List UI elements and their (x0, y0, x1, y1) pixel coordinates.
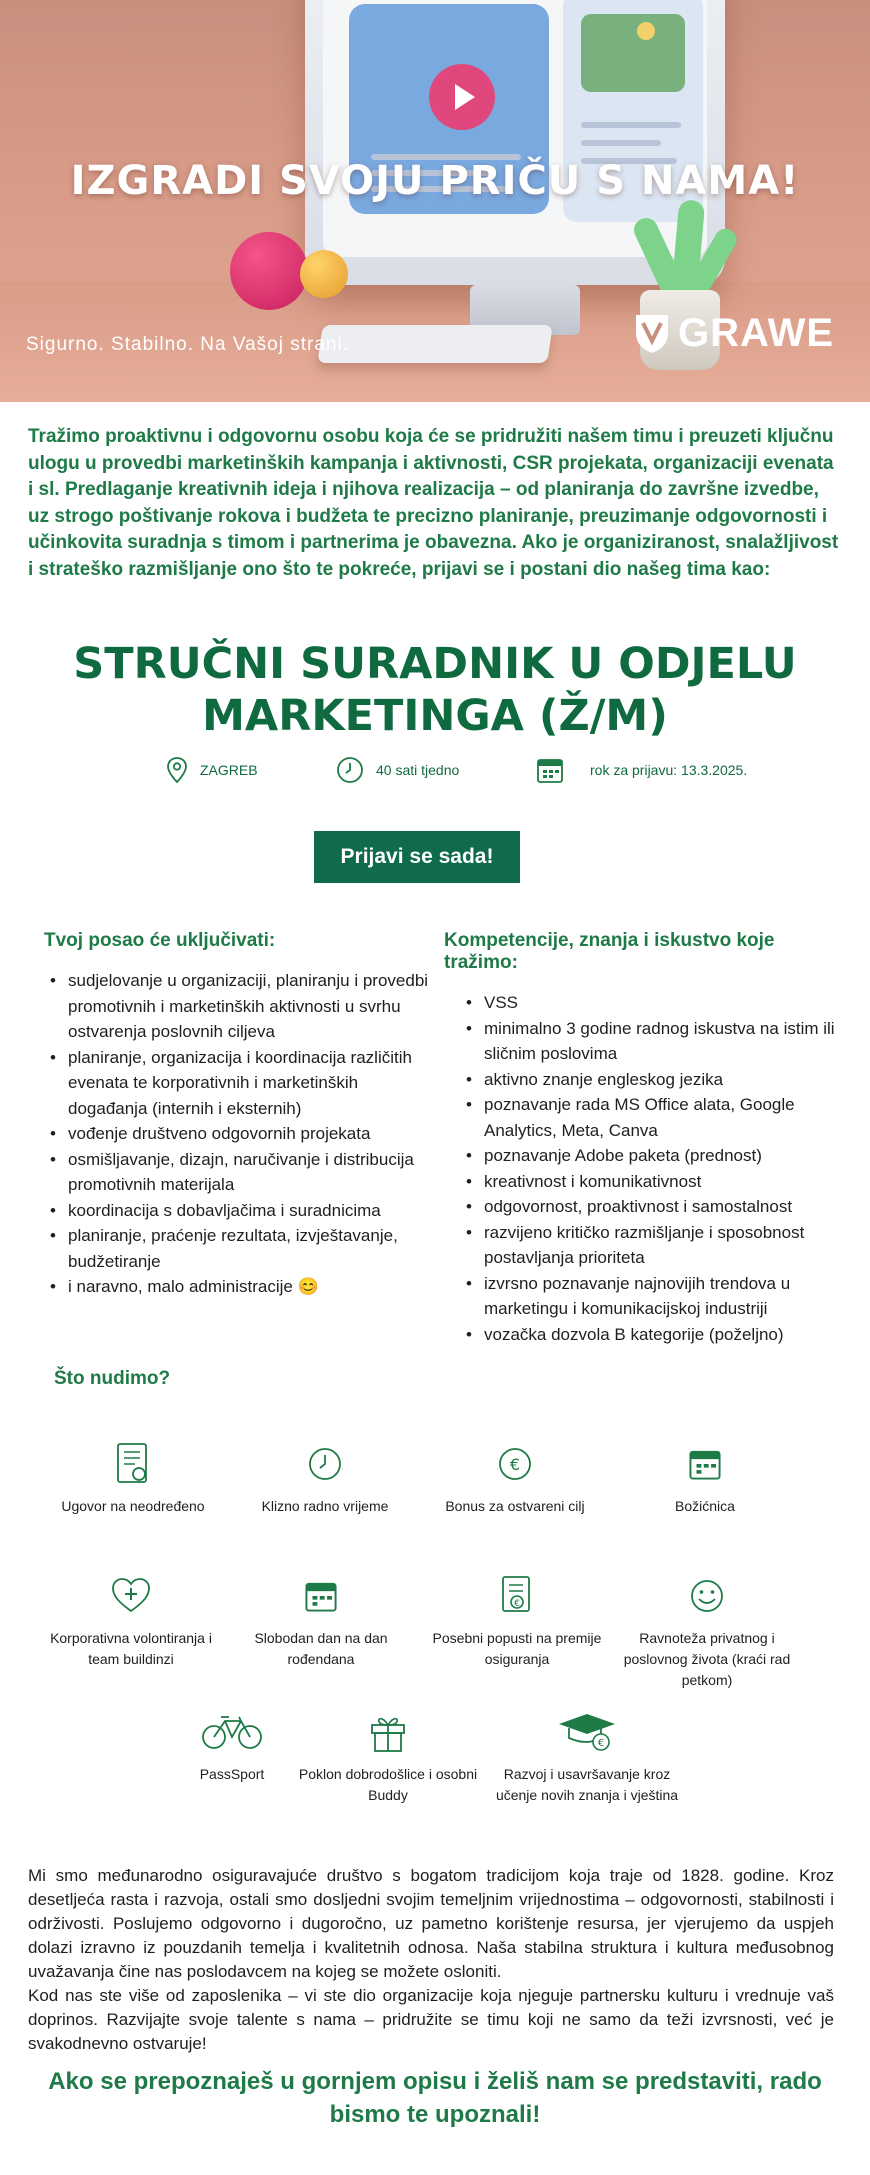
svg-text:€: € (509, 1455, 521, 1474)
calendar-icon (688, 1447, 722, 1481)
list-item: • poznavanje rada MS Office alata, Google Analytics, Meta, Canva (464, 1092, 844, 1143)
euro-icon (497, 1446, 533, 1482)
bicycle-icon (201, 1713, 263, 1751)
meta-deadline (536, 756, 747, 784)
shield-icon (634, 311, 670, 355)
duties-list (48, 968, 434, 1300)
benefit-label: Slobodan dan na dan rođendana (254, 1630, 388, 1667)
about-paragraph-2: Kod nas ste više od zaposlenika – vi ste dio organizacije koja njeguje partnersku kulturu i vrednuje vaš doprinos. Razvijajte svoje talente s nama – pridružite se timu koji ne samo da teži izvrsnosti, već je svakodnevno ostvaruje! (28, 1986, 834, 2053)
hero-tagline: Sigurno. Stabilno. Na Vašoj strani. (26, 334, 349, 355)
intro-text: Tražimo proaktivnu i odgovornu osobu koja će se pridružiti našem timu i preuzeti ključnu ulogu u provedbi marketinških kampanja i aktivnosti, CSR projekata, organizaciji evenata i sl. Predlaganje kreativnih ideja i njihova realizacija – od planiranja do završne izvedbe, uz strogo poštivanje rokova i budžeta te precizno planiranje, preuzimanje odgovornosti i učinkovita suradnja s timom i partnerima je obavezna. Ako je organiziranost, snalažljivost i strateško razmišljanje ono što te pokreće, prijavi se i postani dio našeg tima kao: (28, 426, 839, 580)
keyboard-illustration (317, 325, 552, 363)
yellow-ball (300, 250, 348, 298)
job-title-line-2: MARKETINGA (Ž/M) (202, 691, 668, 741)
list-item: • vozačka dozvola B kategorije (poželjno) (464, 1322, 844, 1348)
benefit-item (422, 1572, 612, 1670)
job-title (0, 638, 870, 742)
hero-banner (0, 0, 870, 402)
benefit-label: Poklon dobrodošlice i osobni Buddy (298, 1766, 478, 1803)
logo-wordmark: GRAWE (678, 310, 835, 355)
benefit-item (612, 1572, 802, 1691)
list-item: • osmišljavanje, dizajn, naručivanje i distribucija promotivnih materijala (48, 1147, 434, 1198)
benefit-label: Ugovor na neodređeno (61, 1498, 205, 1514)
benefit-item (230, 1440, 420, 1517)
clock-icon (336, 756, 364, 784)
clock-icon (307, 1446, 343, 1482)
benefit-label: Posebni popusti na premije osiguranja (432, 1630, 602, 1667)
hero-headline: IZGRADI SVOJU PRIČU S NAMA! (70, 158, 800, 204)
benefit-item (226, 1572, 416, 1670)
document-euro-icon (499, 1575, 535, 1617)
list-item: • planiranje, praćenje rezultata, izvještavanje, budžetiranje (48, 1223, 434, 1274)
job-meta (0, 756, 870, 792)
contract-icon (115, 1442, 151, 1486)
hours-text: 40 sati tjedno (376, 762, 460, 778)
list-item: • vođenje društveno odgovornih projekata (48, 1121, 434, 1147)
job-title-line-1: STRUČNI SURADNIK U ODJELU (73, 639, 797, 689)
benefit-label: Ravnoteža privatnog i poslovnog života (kraći rad petkom) (623, 1630, 791, 1688)
meta-hours (336, 756, 459, 784)
apply-button[interactable]: Prijavi se sada! (314, 831, 520, 883)
duties-section (44, 930, 434, 1300)
benefit-item (36, 1572, 226, 1670)
list-item: • razvijeno kritičko razmišljanje i sposobnost postavljanja prioriteta (464, 1220, 844, 1271)
smile-icon (689, 1578, 725, 1614)
skills-section (444, 930, 844, 1347)
svg-text:€: € (514, 1599, 520, 1609)
meta-location (166, 756, 258, 784)
location-pin-icon (166, 756, 188, 784)
duties-heading: Tvoj posao će uključivati: (44, 930, 276, 951)
deadline-text: rok za prijavu: 13.3.2025. (590, 762, 748, 778)
graduation-cap-icon (557, 1712, 617, 1752)
list-item: • kreativnost i komunikativnost (464, 1169, 844, 1195)
list-item: • koordinacija s dobavljačima i suradnicima (48, 1198, 434, 1224)
pink-ball (230, 232, 308, 310)
list-item: • planiranje, organizacija i koordinacija različitih evenata te korporativnih i marketinških događanja (internih i eksternih) (48, 1045, 434, 1122)
list-item: • i naravno, malo administracije 😊 (48, 1274, 434, 1300)
benefit-item (492, 1708, 682, 1806)
benefit-label: PassSport (199, 1766, 265, 1782)
about-paragraph-1: Mi smo međunarodno osiguravajuće društvo s bogatom tradicijom koja traje od 1828. godine. Kroz desetljeća rasta i razvoja, ostali smo dosljedni svojim temeljnim vrijednostima – odgovornosti, stabilnosti i održivosti. Poslujemo odgovorno i dugoročno, uz pametno korištenje resursa, jer vjerujemo da uspjeh dolazi izravno iz pouzdanih temelja i kvalitetnih odnosa. Naša stabilna struktura i kultura međusobnog uvažavanja čine nas poslodavcem na kojeg se možete osloniti. (28, 1866, 834, 1981)
calendar-icon (304, 1579, 338, 1613)
list-item: • aktivno znanje engleskog jezika (464, 1067, 844, 1093)
svg-text:€: € (597, 1738, 605, 1749)
play-icon (429, 64, 495, 130)
benefit-item (38, 1440, 228, 1517)
benefit-label: Klizno radno vrijeme (261, 1498, 389, 1514)
list-item: • poznavanje Adobe paketa (prednost) (464, 1143, 844, 1169)
list-item: • izvrsno poznavanje najnovijih trendova u marketingu i komunikacijskoj industriji (464, 1271, 844, 1322)
about-section (28, 1864, 834, 2056)
list-item: • VSS (464, 990, 844, 1016)
benefit-item (610, 1440, 800, 1517)
benefit-label: Razvoj i usavršavanje kroz učenje novih znanja i vještina (495, 1766, 679, 1803)
gift-icon (368, 1711, 408, 1753)
calendar-icon (536, 756, 564, 784)
grawe-logo (634, 308, 834, 358)
list-item: • sudjelovanje u organizaciji, planiranju i provedbi promotivnih i marketinških aktivnosti u svrhu ostvarenja poslovnih ciljeva (48, 968, 434, 1045)
benefit-item (293, 1708, 483, 1806)
benefit-label: Bonus za ostvareni cilj (445, 1498, 585, 1514)
benefit-label: Božićnica (675, 1498, 735, 1514)
skills-list (464, 990, 844, 1347)
list-item: • odgovornost, proaktivnost i samostalnost (464, 1194, 844, 1220)
heart-icon (111, 1577, 151, 1615)
benefit-label: Korporativna volontiranja i team buildinzi (50, 1630, 212, 1667)
image-icon (581, 14, 685, 92)
offer-heading: Što nudimo? (54, 1368, 171, 1389)
location-text: ZAGREB (200, 762, 258, 778)
closing-call-to-action: Ako se prepoznaješ u gornjem opisu i želiš nam se predstaviti, rado bismo te upoznali! (48, 2068, 822, 2128)
list-item: • minimalno 3 godine radnog iskustva na istim ili sličnim poslovima (464, 1016, 844, 1067)
benefit-item (420, 1440, 610, 1517)
skills-heading: Kompetencije, znanja i iskustvo koje tražimo: (444, 930, 775, 973)
